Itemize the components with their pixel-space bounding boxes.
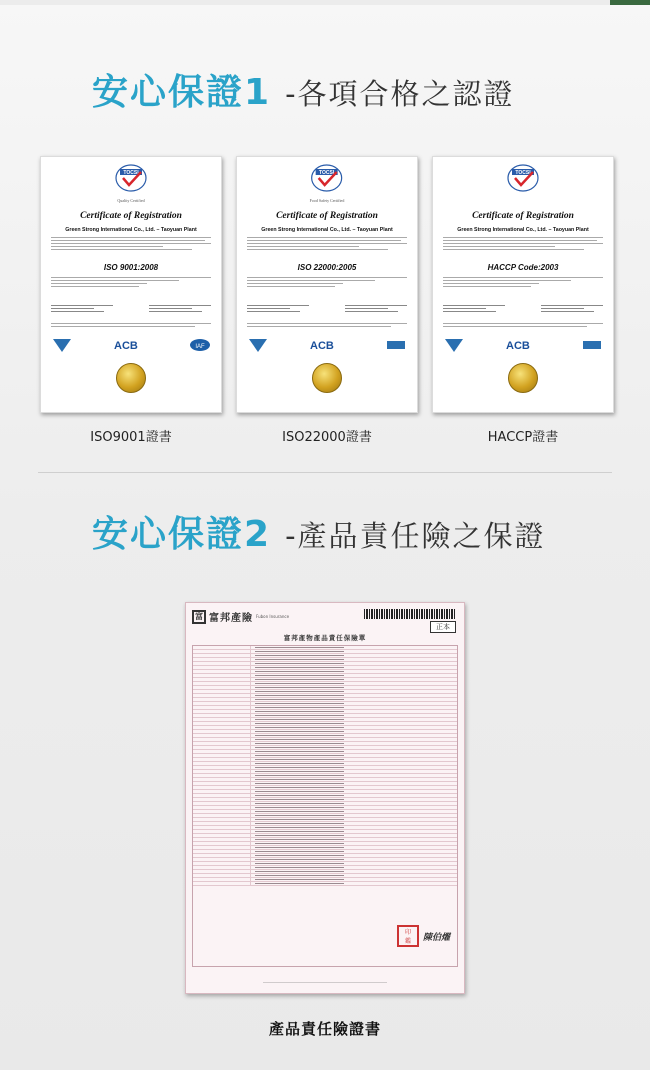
top-bar-accent xyxy=(610,0,650,5)
tocsi-logo-icon xyxy=(506,163,540,193)
red-seal-icon: 印 鑑 xyxy=(397,925,419,947)
acb-icon xyxy=(506,338,540,352)
certificate-haccp[interactable] xyxy=(432,156,614,413)
caption-product-liability: 產品責任險證書 xyxy=(268,1020,381,1038)
section2-heading xyxy=(92,506,546,557)
acb-icon xyxy=(310,338,344,352)
svg-text:ACB: ACB xyxy=(506,340,530,352)
policy-signature xyxy=(397,925,450,947)
gold-seal-icon xyxy=(312,363,342,393)
tocsi-logo xyxy=(310,163,345,203)
svg-text:IAF: IAF xyxy=(195,344,205,350)
insurer-logo xyxy=(192,609,289,624)
gold-seal-icon xyxy=(116,363,146,393)
iaf-icon xyxy=(189,338,211,352)
acb-icon xyxy=(114,338,148,352)
cert-standard: ISO 22000:2005 xyxy=(297,263,357,272)
accreditation-badges xyxy=(443,337,603,353)
svg-text:ACB: ACB xyxy=(114,340,138,352)
top-bar xyxy=(0,0,650,5)
accreditation-badges xyxy=(247,337,407,353)
jasanz-mark-icon xyxy=(385,338,407,352)
policy-table xyxy=(192,645,458,967)
policy-row xyxy=(193,882,457,886)
section1-heading xyxy=(92,64,515,115)
barcode-icon xyxy=(364,609,456,619)
svg-text:TOCSI: TOCSI xyxy=(319,170,335,176)
cert-company: Green Strong International Co., Ltd. – Taoyuan Plant xyxy=(457,227,589,233)
tocsi-logo-icon xyxy=(310,163,344,193)
cert-title: Certificate of Registration xyxy=(80,211,182,221)
policy-footer-line: ――――――――――――――――――――――――――――――― xyxy=(263,980,387,985)
section1-title-main: 安心保證1 xyxy=(92,72,272,113)
cert-label-top: Quality Certified xyxy=(117,198,145,203)
jasanz-icon xyxy=(247,337,269,353)
jasanz-icon xyxy=(51,337,73,353)
insurer-name-en: Fubon Insurance xyxy=(256,614,290,619)
cert-company: Green Strong International Co., Ltd. – Taoyuan Plant xyxy=(261,227,393,233)
section2-title-sub: -產品責任險之保證 xyxy=(285,519,546,553)
caption-iso9001: ISO9001證書 xyxy=(90,430,172,445)
tocsi-logo-icon xyxy=(114,163,148,193)
jasanz-icon xyxy=(443,337,465,353)
insurance-policy-document[interactable] xyxy=(185,602,465,994)
svg-text:TOCSI: TOCSI xyxy=(123,170,139,176)
accreditation-badges xyxy=(51,337,211,353)
section-divider xyxy=(38,472,612,473)
fubon-mark-icon: 富 xyxy=(192,610,206,624)
caption-iso22000: ISO22000證書 xyxy=(282,430,372,445)
svg-text:ACB: ACB xyxy=(310,340,334,352)
signer-name: 陳伯燿 xyxy=(422,932,450,943)
cert-signatures xyxy=(51,305,211,314)
cert-standard: ISO 9001:2008 xyxy=(103,263,159,272)
svg-text:TOCSI: TOCSI xyxy=(515,170,531,176)
cert-standard: HACCP Code:2003 xyxy=(487,263,559,272)
cert-signatures xyxy=(443,305,603,314)
section2-title-main: 安心保證2 xyxy=(92,514,272,555)
cert-title: Certificate of Registration xyxy=(472,211,574,221)
certificate-iso22000[interactable] xyxy=(236,156,418,413)
original-stamp: 正本 xyxy=(430,621,456,633)
cert-label-top: Food Safety Certified xyxy=(309,198,345,203)
cert-company: Green Strong International Co., Ltd. – Taoyuan Plant xyxy=(65,227,197,233)
policy-title: 富邦產物產品責任保險單 xyxy=(283,634,367,642)
jasanz-mark-icon xyxy=(581,338,603,352)
cert-signatures xyxy=(247,305,407,314)
caption-haccp: HACCP證書 xyxy=(487,430,559,445)
tocsi-logo xyxy=(506,163,540,198)
tocsi-logo xyxy=(114,163,148,203)
certificate-iso9001[interactable] xyxy=(40,156,222,413)
insurer-name: 富邦產險 xyxy=(209,613,253,624)
cert-title: Certificate of Registration xyxy=(276,211,378,221)
gold-seal-icon xyxy=(508,363,538,393)
section1-title-sub: -各項合格之認證 xyxy=(285,77,515,111)
